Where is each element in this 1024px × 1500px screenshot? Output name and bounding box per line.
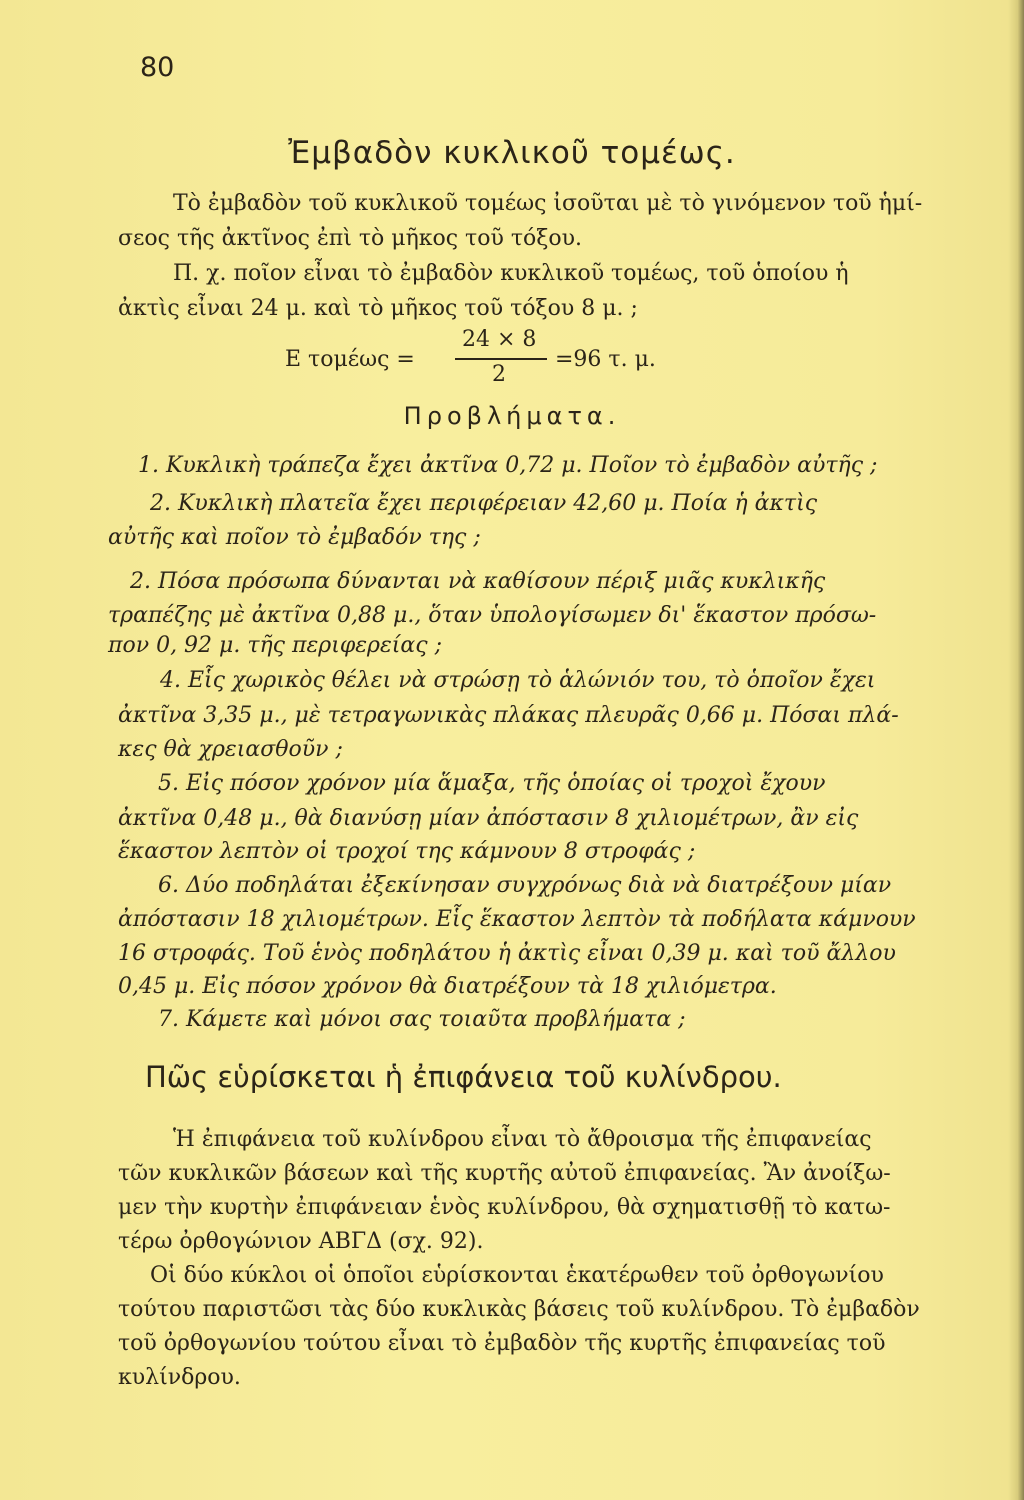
example-line-1: Π. χ. ποῖον εἶναι τὸ ἐμβαδὸν κυκλικοῦ τομέως, τοῦ ὁποίου ἡ (173, 261, 849, 286)
example-line-2: ἀκτὶς εἶναι 24 μ. καὶ τὸ μῆκος τοῦ τόξου 8 μ. ; (118, 296, 638, 321)
fraction-bar (455, 358, 547, 360)
cylinder-line-3: μεν τὴν κυρτὴν ἐπιφάνειαν ἑνὸς κυλίνδρου, θὰ σχηματισθῇ τὸ κατω- (118, 1195, 891, 1220)
cylinder-line-4: τέρω ὀρθογώνιον ΑΒΓΔ (σχ. 92). (118, 1229, 484, 1254)
problem-line-13: 6. Δύο ποδηλάται ἐξεκίνησαν συγχρόνως διὰ νὰ διατρέξουν μίαν (158, 873, 892, 898)
rule-line-2: σεος τῆς ἀκτῖνος ἐπὶ τὸ μῆκος τοῦ τόξου. (118, 226, 582, 251)
page-number: 80 (140, 52, 175, 83)
cylinder-line-5: Οἱ δύο κύκλοι οἱ ὁποῖοι εὑρίσκονται ἑκατέρωθεν τοῦ ὀρθογωνίου (150, 1263, 884, 1288)
problem-line-4: 2. Πόσα πρόσωπα δύνανται νὰ καθίσουν πέριξ μιᾶς κυκλικῆς (130, 569, 826, 594)
formula-denominator: 2 (492, 362, 506, 387)
formula-result: =96 τ. μ. (555, 347, 656, 372)
section-title-sector-area: Ἐμβαδὸν κυκλικοῦ τομέως. (288, 135, 736, 171)
cylinder-line-1: Ἡ ἐπιφάνεια τοῦ κυλίνδρου εἶναι τὸ ἄθροισμα τῆς ἐπιφανείας (173, 1127, 872, 1152)
problem-line-14: ἀπόστασιν 18 χιλιομέτρων. Εἷς ἕκαστον λεπτὸν τὰ ποδήλατα κάμνουν (118, 907, 916, 932)
problem-line-15: 16 στροφάς. Τοῦ ἑνὸς ποδηλάτου ἡ ἀκτὶς εἶναι 0,39 μ. καὶ τοῦ ἄλλου (118, 941, 896, 966)
problem-line-2: 2. Κυκλικὴ πλατεῖα ἔχει περιφέρειαν 42,60 μ. Ποία ἡ ἀκτὶς (150, 491, 818, 516)
problem-line-7: 4. Εἷς χωρικὸς θέλει νὰ στρώσῃ τὸ ἁλώνιόν του, τὸ ὁποῖον ἔχει (160, 668, 876, 693)
cylinder-line-6: τούτου παριστῶσι τὰς δύο κυκλικὰς βάσεις τοῦ κυλίνδρου. Τὸ ἐμβαδὸν (118, 1297, 920, 1322)
problem-line-1: 1. Κυκλικὴ τράπεζα ἔχει ἀκτῖνα 0,72 μ. Ποῖον τὸ ἐμβαδὸν αὐτῆς ; (138, 453, 878, 478)
problems-heading: Προβλήματα. (403, 402, 621, 430)
problem-line-3: αὐτῆς καὶ ποῖον τὸ ἐμβαδόν της ; (108, 525, 481, 550)
problem-line-5: τραπέζης μὲ ἀκτῖνα 0,88 μ., ὅταν ὑπολογίσωμεν δι' ἕκαστον πρόσω- (108, 603, 877, 628)
problem-line-12: ἕκαστον λεπτὸν οἱ τροχοί της κάμνουν 8 στροφάς ; (118, 839, 696, 864)
formula-lhs: Ε τομέως = (285, 347, 415, 372)
cylinder-line-7: τοῦ ὀρθογωνίου τούτου εἶναι τὸ ἐμβαδὸν τῆς κυρτῆς ἐπιφανείας τοῦ (118, 1331, 886, 1356)
section-title-cylinder-surface: Πῶς εὑρίσκεται ἡ ἐπιφάνεια τοῦ κυλίνδρου. (145, 1060, 782, 1094)
formula-numerator: 24 × 8 (462, 327, 537, 352)
problem-line-16: 0,45 μ. Εἰς πόσον χρόνον θὰ διατρέξουν τὰ 18 χιλιόμετρα. (118, 974, 777, 999)
problem-line-17: 7. Κάμετε καὶ μόνοι σας τοιαῦτα προβλήματα ; (158, 1007, 686, 1032)
cylinder-line-2: τῶν κυκλικῶν βάσεων καὶ τῆς κυρτῆς αὐτοῦ ἐπιφανείας. Ἂν ἀνοίξω- (118, 1161, 891, 1186)
problem-line-6: πον 0, 92 μ. τῆς περιφερείας ; (108, 633, 442, 658)
page-edge (1008, 0, 1024, 1500)
problem-line-9: κες θὰ χρειασθοῦν ; (118, 737, 343, 762)
problem-line-8: ἀκτῖνα 3,35 μ., μὲ τετραγωνικὰς πλάκας πλευρᾶς 0,66 μ. Πόσαι πλά- (118, 703, 899, 728)
problem-line-11: ἀκτῖνα 0,48 μ., θὰ διανύσῃ μίαν ἀπόστασιν 8 χιλιομέτρων, ἂν εἰς (118, 806, 859, 831)
cylinder-line-8: κυλίνδρου. (118, 1365, 241, 1390)
problem-line-10: 5. Εἰς πόσον χρόνον μία ἅμαξα, τῆς ὁποίας οἱ τροχοὶ ἔχουν (158, 771, 826, 796)
rule-line-1: Τὸ ἐμβαδὸν τοῦ κυκλικοῦ τομέως ἰσοῦται μὲ τὸ γινόμενον τοῦ ἡμί- (173, 191, 923, 216)
